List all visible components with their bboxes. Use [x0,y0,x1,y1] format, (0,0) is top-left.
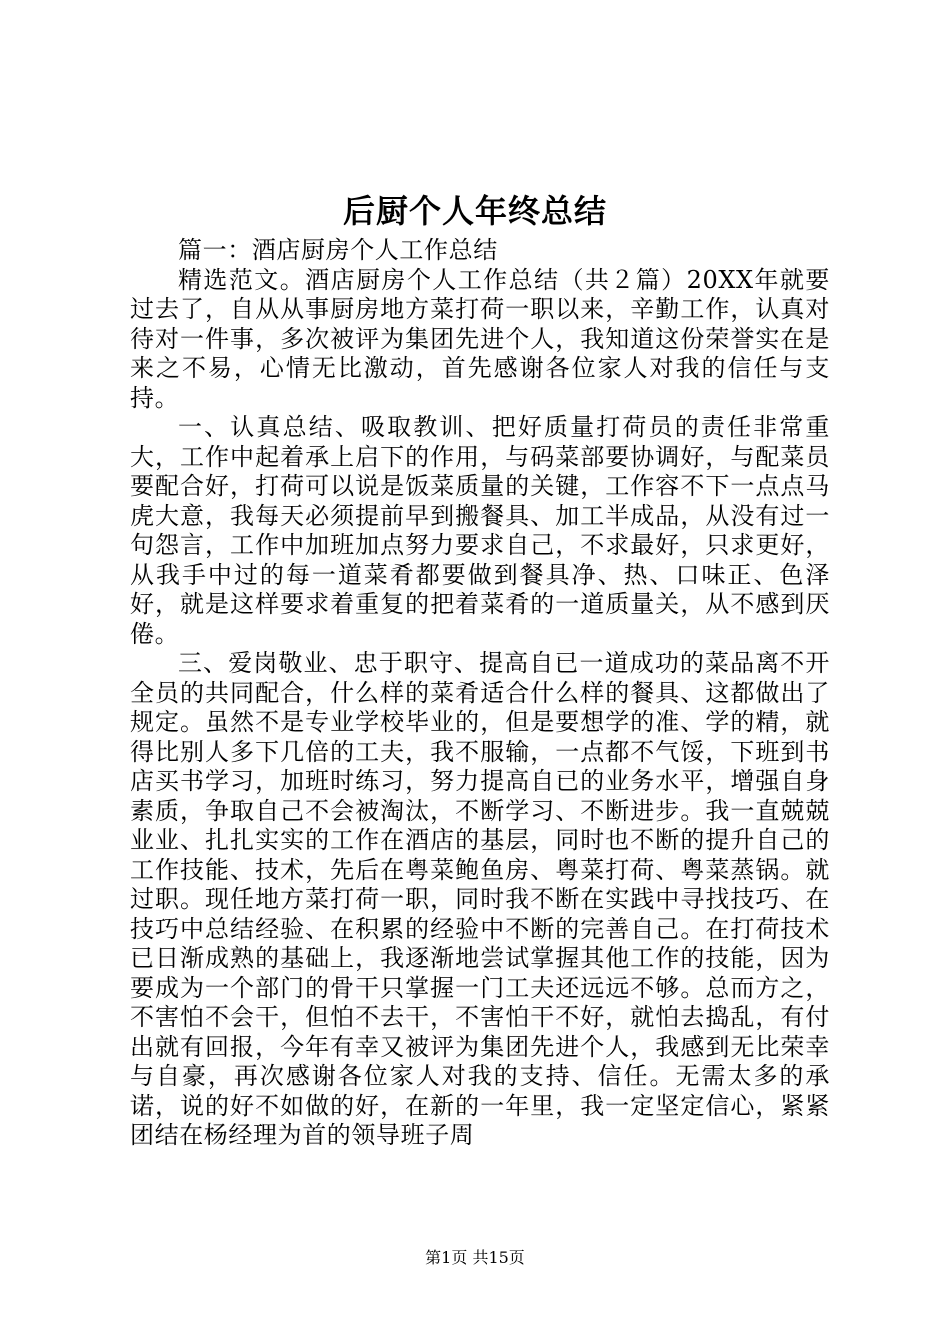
document-title: 后厨个人年终总结 [342,192,607,230]
body-paragraph: 精选范文。酒店厨房个人工作总结（共２篇）20XX年就要过去了，自从从事厨房地方菜打荷一职以来，辛勤工作，认真对待对一件事，多次被评为集团先进个人，我知道这份荣誉实在是来之不易，心情无比激动，首先感谢各位家人对我的信任与支持。 [130,265,830,412]
page-footer: 第1页 共15页 [425,1248,525,1267]
body-paragraph: 一、认真总结、吸取教训、把好质量打荷员的责任非常重大，工作中起着承上启下的作用，与码菜部要协调好，与配菜员要配合好，打荷可以说是饭菜质量的关键，工作容不下一点点马虎大意，我每天必须提前早到搬餐具、加工半成品，从没有过一句怨言，工作中加班加点努力要求自己，不求最好，只求更好，从我手中过的每一道菜肴都要做到餐具净、热、口味正、色泽好，就是这样要求着重复的把着菜肴的一道质量关，从不感到厌倦。 [130,413,830,648]
section-heading: 篇一：酒店厨房个人工作总结 [178,236,498,264]
document-body [130,236,830,1151]
body-paragraph: 三、爱岗敬业、忠于职守、提高自已一道成功的菜品离不开全员的共同配合，什么样的菜肴适合什么样的餐具、这都做出了规定。虽然不是专业学校毕业的，但是要想学的准、学的精，就得比别人多下几倍的工夫，我不服输，一点都不气馁，下班到书店买书学习，加班时练习，努力提高自已的业务水平，增强自身素质，争取自己不会被淘汰，不断学习、不断进步。我一直兢兢业业、扎扎实实的工作在酒店的基层，同时也不断的提升自己的工作技能、技术，先后在粤菜鲍鱼房、粤菜打荷、粤菜蒸锅。就过职。现任地方菜打荷一职，同时我不断在实践中寻找技巧、在技巧中总结经验、在积累的经验中不断的完善自己。在打荷技术已日渐成熟的基础上，我逐渐地尝试掌握其他工作的技能，因为要成为一个部门的骨干只掌握一门工夫还远远不够。总而方之，不害怕不会干，但怕不去干，不害怕干不好，就怕去捣乱，有付出就有回报，今年有幸又被评为集团先进个人，我感到无比荣幸与自豪，再次感谢各位家人对我的支持、信任。无需太多的承诺，说的好不如做的好，在新的一年里，我一定坚定信心，紧紧团结在杨经理为首的领导班子周 [130,649,830,1149]
